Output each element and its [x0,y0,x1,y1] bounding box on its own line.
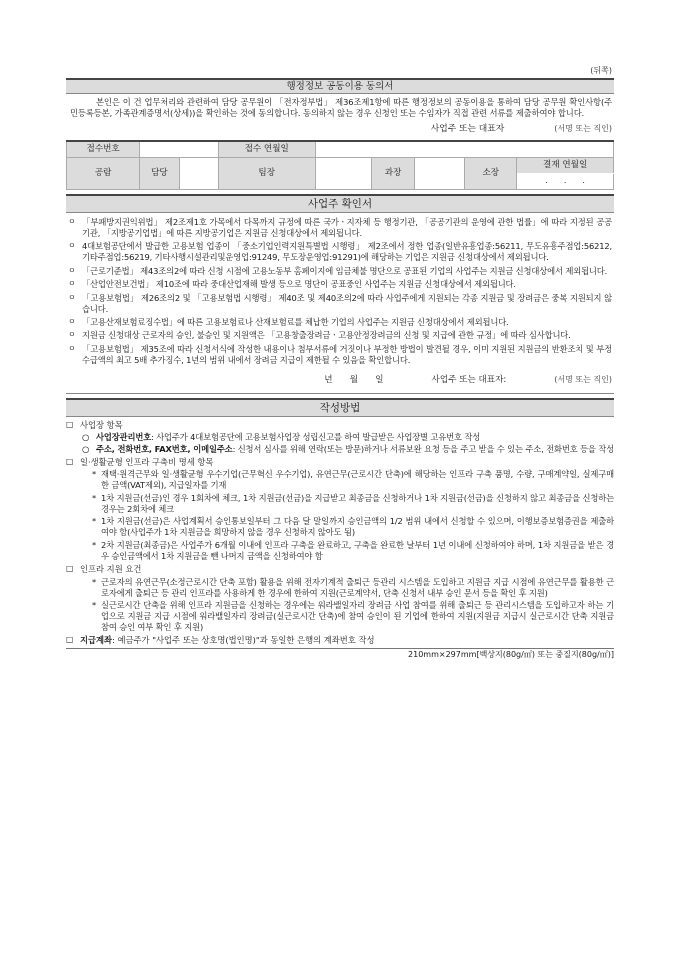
bullet-mark: ㅇ [68,265,76,275]
section-label: 과장 [371,157,415,189]
confirm-date-line: 년 월 일 [324,375,384,386]
bullet-mark: ㅇ [68,330,76,340]
asterisk-mark: * [92,600,97,611]
checkbox-icon: ☐ [66,564,74,575]
confirm-item: ㅇ 「고용보험법」 제26조의2 및 「고용보험법 시행령」 제40조 및 제40조의2에 따라 사업주에게 지원되는 각종 지원금 및 장려금은 중복 지원되지 않습니다. [68,292,612,314]
confirm-sign-note: (서명 또는 직인) [554,375,612,385]
approval-date-label: 결재 연월일 [517,157,614,173]
receipt-date-field[interactable] [315,141,613,158]
checkbox-icon: ☐ [66,419,74,430]
bullet-mark: ㅇ [68,316,76,326]
asterisk-mark: * [92,576,97,587]
method-note: * 실근로시간 단축을 위해 인프라 지원금을 신청하는 경우에는 워라밸일자리 장려금 사업 참여를 위해 출퇴근 등 관리시스템을 도입하고자 하는 기업으로 지원금 지급 시점에 워라밸일자리 장려금(실근로시간 단축)에 참여 승인이 된 기업에 한하여 지원(지원금 지급시 실근로시간 단축 지원금 참여 승인 여부 확인 후 지원) [92,600,614,633]
method-section [66,417,614,647]
consent-signature-line [66,121,614,140]
consent-title: 행정정보 공동이용 동의서 [66,78,614,94]
confirm-item: ㅇ 4대보험공단에서 발급한 고용보험 업종이 「중소기업인력지원특별법 시행령」 제2조에서 정한 업종(일반유흥업종:56211, 무도유흥주점업:56212, 기타주점업:56219, 기타사행시설관리및운영업:91249, 무도장운영업:91291)에 해당하는 기업은 지원금 신청대상에서 제외됩니다. [68,241,612,263]
receipt-no-field[interactable] [140,141,219,158]
asterisk-mark: * [92,516,97,527]
asterisk-mark: * [92,469,97,480]
back-side-label: (뒤쪽) [590,66,612,75]
charge-field[interactable] [179,157,218,189]
confirm-signature-line [66,370,614,393]
confirm-item: ㅇ 「산업안전보건법」 제10조에 따라 중대산업재해 발생 등으로 명단이 공표중인 사업주는 지원금 신청대상에서 제외됩니다. [68,279,516,290]
director-label: 소장 [465,157,517,189]
confirm-item: ㅇ 「고용산재보험료징수법」에 따른 고용보험료나 산재보험료를 체납한 기업의 사업주는 지원금 신청대상에서 제외됩니다. [68,316,509,327]
method-heading: ☐ 일·생활균형 인프라 구축비 명세 항목 [66,456,214,467]
charge-label: 담당 [140,157,179,189]
bullet-mark: ㅇ [68,216,76,226]
consent-body: 본인은 이 건 업무처리와 관련하여 담당 공무원이 「전자정부법」 제36조제1항에 따른 행정정보의 공동이용을 통하여 담당 공무원 확인사항(주민등록등본, 가족관계증명서(상세))을 확인하는 것에 동의합니다. 동의하지 않는 경우 신청인 또는 수임자가 직접 관련 서류를 제출하여야 합니다. [70,97,612,119]
bullet-mark: ㅇ [68,241,76,251]
confirm-item: ㅇ 「근로기준법」 제43조의2에 따라 신청 시점에 고용노동부 홈페이지에 임금체불 명단으로 공표된 기업의 사업주는 지원금 신청대상에서 제외됩니다. [68,265,608,276]
receipt-date-label: 접수 연월일 [218,141,315,158]
section-field[interactable] [415,157,465,189]
receipt-table [66,140,614,190]
method-heading: ☐ 사업장 항목 [66,419,123,430]
form-page [66,66,614,661]
circle-icon: ○ [82,443,90,454]
circle-icon: ○ [82,431,90,442]
method-note: * 2차 지원금(최종금)은 사업주가 6개월 이내에 인프라 구축을 완료하고, 구축을 완료한 날부터 1년 이내에 신청하여야 하며, 1차 지원금을 받은 경우 승인금액에서 1차 지원금을 뺀 나머지 금액을 신청하여야 함 [92,539,614,562]
confirm-item: ㅇ 「고용보험법」 제35조에 따라 신청서식에 작성한 내용이나 첨부서류에 거짓이나 부정한 방법이 발견될 경우, 이미 지원된 지원금의 반환조치 및 부정수급액의 최고 5배 추가징수, 1년의 범위 내에서 장려금 지급이 제한될 수 있음을 확인합니다. [68,343,612,365]
asterisk-mark: * [92,539,97,550]
checkbox-icon: ☐ [66,635,74,646]
team-field[interactable] [315,157,371,189]
consent-signer: 사업주 또는 대표자 [430,124,505,135]
method-title: 작성방법 [66,398,614,417]
team-label: 팀장 [218,157,315,189]
office-label: 공람 [67,157,140,189]
confirm-list [66,213,614,371]
checkbox-icon: ☐ [66,456,74,467]
asterisk-mark: * [92,492,97,503]
method-note: * 1차 지원금(선금)인 경우 1회차에 체크, 1차 지원금(선금)을 지급받고 최종금을 신청하거나 1차 지원금(선금)을 신청하지 않고 최종금을 신청하는 경우는 2회차에 체크 [92,492,614,514]
confirm-signer: 사업주 또는 대표자: [431,375,507,386]
approval-date-field[interactable]: . . . [517,173,614,189]
method-subitem: ○ 주소, 전화번호, FAX번호, 이메일주소: 신청서 심사를 위해 연락(또는 방문)하거나 서류보완 요청 등을 주고 받을 수 있는 주소, 전화번호 등을 작성 [82,443,614,454]
method-heading: ☐ 지급계좌: 예금주가 "사업주 또는 상호명(법인명)"과 동일한 은행의 계좌번호 작성 [66,635,375,646]
consent-sign-note: (서명 또는 직인) [554,124,612,134]
method-heading: ☐ 인프라 지원 요건 [66,564,142,575]
confirm-item: ㅇ 「부패방지권익위법」 제2조제1호 가목에서 다목까지 규정에 따른 국가ㆍ지자체 등 행정기관, 「공공기관의 운영에 관한 법률」에 따라 지정된 공공기관, 「지방공기업법」에 따른 지방공기업은 지원금 신청대상에서 제외됩니다. [68,216,612,238]
paper-spec: 210mm×297mm[백상지(80g/㎡) 또는 중질지(80g/㎡)] [66,648,614,661]
method-note: * 근로자의 유연근무(소정근로시간 단축 포함) 활용을 위해 전자기계적 출퇴근 등관리 시스템을 도입하고 지원금 지급 시점에 유연근무를 활용한 근로자에게 출퇴근 등 관리 인프라를 사용하게 한 경우에 한하여 지원(근로계약서, 단축 신청서 내부 승인 문서 등을 확인 후 지원) [92,576,614,598]
confirm-title: 사업주 확인서 [66,194,614,213]
bullet-mark: ㅇ [68,292,76,302]
receipt-no-label: 접수번호 [67,141,140,158]
method-note: * 재택·원격근무와 일·생활균형 우수기업(근무혁신 우수기업), 유연근무(근로시간 단축)에 해당하는 인프라 구축 품명, 수량, 구매계약일, 실제구매한 금액(VAT제외), 지급일자를 기재 [92,469,614,491]
method-note: * 1차 지원금(선금)은 사업계획서 승인통보일부터 그 다음 달 말일까지 승인금액의 1/2 범위 내에서 신청할 수 있으며, 이행보증보험증권을 제출하여야 함(사업주가 1차 지원금을 희망하지 않을 경우 신청하지 않아도 됨) [92,516,614,538]
confirm-item: ㅇ 지원금 신청대상 근로자의 승인, 불승인 및 지원액은 「고용창출장려금ㆍ고용안정장려금의 신청 및 지급에 관한 규정」에 따라 심사합니다. [68,330,571,341]
bullet-mark: ㅇ [68,343,76,353]
method-subitem: ○ 사업장관리번호: 사업주가 4대보험공단에 고용보험사업장 성립신고를 하여 발급받은 사업장별 고유번호 작성 [82,431,481,442]
bullet-mark: ㅇ [68,279,76,289]
